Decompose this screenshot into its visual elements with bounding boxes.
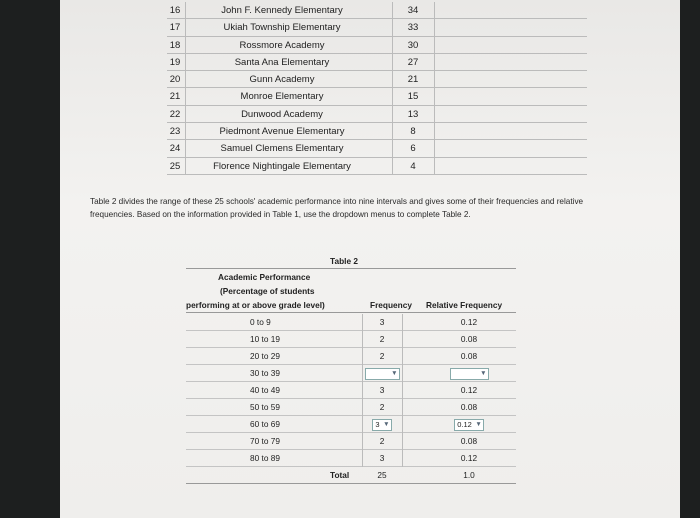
school-name: John F. Kennedy Elementary <box>221 5 343 16</box>
school-name: Piedmont Avenue Elementary <box>219 126 345 138</box>
table-row <box>186 450 516 467</box>
interval-label: 80 to 89 <box>250 453 280 463</box>
frequency-dropdown[interactable] <box>365 368 400 380</box>
table-row <box>167 54 587 71</box>
school-name: Gunn Academy <box>249 74 315 86</box>
column-divider <box>392 2 393 175</box>
school-name: Rossmore Academy <box>239 39 325 51</box>
performance-value: 30 <box>407 39 419 51</box>
row-number: 22 <box>169 108 181 120</box>
interval-label: 40 to 49 <box>250 385 280 395</box>
dropdown-value: 0.12 <box>457 420 472 429</box>
total-frequency: 25 <box>377 470 387 480</box>
frequency-dropdown-cell <box>362 368 402 380</box>
table-row <box>167 37 587 54</box>
relative-frequency-value: 0.08 <box>460 436 478 446</box>
relative-frequency-value: 0.08 <box>460 351 478 361</box>
table-row <box>186 365 516 382</box>
column-divider <box>362 314 363 467</box>
school-name: Dunwood Academy <box>241 108 323 120</box>
total-row <box>186 467 516 484</box>
table-row <box>186 314 516 331</box>
frequency-value: 2 <box>379 334 385 344</box>
column-divider <box>402 314 403 467</box>
table-row <box>186 348 516 365</box>
performance-value: 27 <box>407 56 419 68</box>
table-row <box>167 19 587 36</box>
table-row <box>167 106 587 123</box>
school-name: Santa Ana Elementary <box>234 56 330 68</box>
frequency-value: 2 <box>379 402 385 412</box>
column-header-performance-sub2: performing at or above grade level) <box>186 300 325 310</box>
relative-frequency-dropdown[interactable] <box>454 419 484 431</box>
row-number: 17 <box>169 22 181 34</box>
table-row <box>167 2 587 19</box>
relative-frequency-dropdown-cell <box>444 368 494 380</box>
page-screen <box>60 0 680 518</box>
performance-value: 13 <box>407 108 419 120</box>
column-header-performance: Academic Performance <box>218 272 311 282</box>
row-number: 21 <box>169 91 181 103</box>
interval-label: 30 to 39 <box>250 368 280 378</box>
column-header-frequency: Frequency <box>370 300 412 310</box>
relative-frequency-dropdown-cell <box>444 419 494 431</box>
frequency-value: 3 <box>379 317 385 327</box>
row-number: 24 <box>169 143 181 155</box>
instructions-text: Table 2 divides the range of these 25 schools' academic performance into nine intervals and gives some of their frequencies and relative frequencies. Based on the information provided in Table 1, use the dropdown menus to complete Table 2. <box>90 197 584 219</box>
school-name: Ukiah Township Elementary <box>223 22 341 34</box>
table-row <box>186 433 516 450</box>
relative-frequency-value: 0.08 <box>460 402 478 412</box>
chevron-down-icon: ▼ <box>480 370 487 377</box>
performance-value: 8 <box>410 126 416 138</box>
chevron-down-icon: ▼ <box>475 421 482 428</box>
interval-label: 10 to 19 <box>250 334 280 344</box>
relative-frequency-value: 0.12 <box>460 385 478 395</box>
row-number: 16 <box>169 5 181 16</box>
frequency-value: 3 <box>379 453 385 463</box>
table-row <box>167 123 587 140</box>
performance-value: 33 <box>407 22 419 34</box>
column-divider <box>434 2 435 175</box>
total-relative-frequency: 1.0 <box>463 470 475 480</box>
relative-frequency-value: 0.12 <box>460 453 478 463</box>
frequency-value: 2 <box>379 351 385 361</box>
column-header-performance-sub: (Percentage of students <box>220 286 315 296</box>
relative-frequency-dropdown[interactable] <box>450 368 489 380</box>
performance-value: 34 <box>407 5 419 16</box>
table-row <box>167 140 587 157</box>
table-row <box>167 158 587 175</box>
interval-label: 50 to 59 <box>250 402 280 412</box>
total-label: Total <box>330 470 350 480</box>
interval-label: 0 to 9 <box>250 317 271 327</box>
school-name: Samuel Clemens Elementary <box>220 143 344 155</box>
table-row <box>186 331 516 348</box>
performance-value: 15 <box>407 91 419 103</box>
table-row <box>186 382 516 399</box>
school-name: Monroe Elementary <box>240 91 324 103</box>
dropdown-value: 3 <box>375 420 380 429</box>
row-number: 23 <box>169 126 181 138</box>
row-number: 18 <box>169 39 181 51</box>
performance-value: 4 <box>410 160 416 172</box>
relative-frequency-value: 0.12 <box>460 317 478 327</box>
school-name: Florence Nightingale Elementary <box>213 160 351 172</box>
interval-label: 20 to 29 <box>250 351 280 361</box>
column-header-relative-frequency: Relative Frequency <box>426 300 503 310</box>
interval-label: 70 to 79 <box>250 436 280 446</box>
table-row <box>167 88 587 105</box>
chevron-down-icon: ▼ <box>383 421 390 428</box>
frequency-value: 2 <box>379 436 385 446</box>
chevron-down-icon: ▼ <box>391 370 398 377</box>
relative-frequency-value: 0.08 <box>460 334 478 344</box>
row-number: 20 <box>169 74 181 86</box>
frequency-dropdown[interactable] <box>372 419 391 431</box>
header-divider <box>186 312 516 313</box>
table-1 <box>167 2 587 175</box>
performance-value: 21 <box>407 74 419 86</box>
frequency-dropdown-cell <box>362 419 402 431</box>
header-divider <box>186 268 516 269</box>
table-row <box>186 399 516 416</box>
interval-label: 60 to 69 <box>250 419 280 429</box>
table-row <box>186 416 516 433</box>
performance-value: 6 <box>410 143 416 155</box>
column-divider <box>185 2 186 175</box>
table-row <box>167 71 587 88</box>
row-number: 19 <box>169 56 181 68</box>
frequency-value: 3 <box>379 385 385 395</box>
row-number: 25 <box>169 160 181 172</box>
table-2-title: Table 2 <box>330 256 358 266</box>
